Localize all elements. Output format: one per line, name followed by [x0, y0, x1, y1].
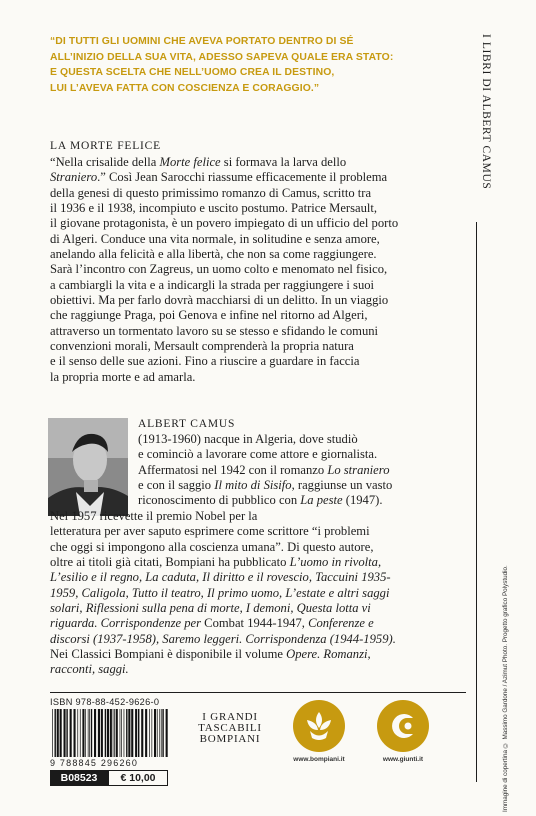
author-photo — [48, 418, 128, 516]
bio-line: letteratura per aver saputo esprimere come scrittore “i problemi — [50, 524, 370, 539]
synopsis-line: “Nella crisalide della Morte felice si formava la larva dello — [50, 155, 347, 169]
bio-line: che oggi si impongono alla coscienza umana”. Di questo autore, — [50, 539, 374, 554]
bio-line: riconoscimento di pubblico con La peste (1947). — [138, 493, 383, 508]
bio-line: solari, Riflessioni sulla pena di morte, I demoni, Questa lotta vi — [50, 601, 371, 616]
synopsis-line: il giovane protagonista, è un povero impiegato di un ufficio del porto — [50, 216, 399, 231]
barcode-bar — [113, 709, 114, 757]
barcode-block — [50, 697, 170, 768]
barcode — [50, 709, 170, 757]
barcode-bar — [157, 709, 158, 757]
giunti-url: www.giunti.it — [382, 756, 424, 763]
barcode-bar — [80, 709, 81, 757]
barcode-bar — [154, 709, 156, 757]
synopsis-line: obiettivi. Ma per farlo dovrà macchiarsi di un delitto. In un viaggio — [50, 293, 389, 308]
bio-line: discorsi (1937-1958), Saremo leggeri. Corrispondenza (1944-1959). — [50, 631, 396, 646]
series-side-title: I LIBRI DI ALBERT CAMUS — [480, 34, 492, 190]
barcode-bar — [70, 709, 72, 757]
barcode-bar — [161, 709, 162, 757]
giunti-logo — [371, 700, 435, 763]
synopsis-line: convenzioni morali, Mersault comprenderà la propria natura — [50, 339, 354, 354]
barcode-bar — [116, 709, 118, 757]
barcode-bar — [120, 709, 121, 757]
barcode-bar — [85, 709, 86, 757]
barcode-bar — [105, 709, 106, 757]
series-line: I GRANDI — [202, 711, 258, 723]
bio-line: riguarda. Corrispondenze per Combat 1944-1947, Conferenze e — [50, 616, 374, 631]
quote-line: LUI L’AVEVA FATTA CON COSCIENZA E CORAGGIO.” — [50, 82, 320, 94]
barcode-bar — [88, 709, 89, 757]
synopsis — [50, 155, 462, 385]
barcode-bar — [131, 709, 133, 757]
synopsis-line: Sarà l’incontro con Zagreus, un uomo colto e menomato nel fisico, — [50, 262, 388, 277]
series-line: TASCABILI — [198, 722, 262, 734]
quote-line: ALL’INIZIO DELLA SUA VITA, ADESSO SAPEVA QUALE ERA STATO: — [50, 51, 394, 63]
giunti-swirl-icon — [377, 700, 429, 752]
barcode-bar — [57, 709, 59, 757]
price-row — [50, 770, 168, 786]
synopsis-line: attraverso un tormentato lavoro su se stesso e sfidando le comuni — [50, 323, 379, 338]
cover-quote — [50, 34, 430, 96]
price: € 10,00 — [108, 770, 168, 786]
synopsis-line: e il senso delle sue azioni. Fino a riuscire a guardare in faccia — [50, 354, 360, 369]
side-divider — [476, 222, 477, 782]
author-bio-intro — [138, 432, 468, 509]
barcode-bar — [141, 709, 143, 757]
barcode-bar — [126, 709, 127, 757]
bio-line: oltre ai titoli già citati, Bompiani ha pubblicato L’uomo in rivolta, — [50, 555, 382, 570]
synopsis-line: Straniero.” Così Jean Sarocchi riassume efficacemente il problema — [50, 170, 388, 185]
bio-line: 1959, Caligola, Tutto il teatro, Il primo uomo, L’estate e altri saggi — [50, 585, 390, 600]
barcode-bar — [128, 709, 130, 757]
barcode-bar — [107, 709, 109, 757]
barcode-bar — [89, 709, 90, 757]
barcode-bar — [124, 709, 125, 757]
author-heading: ALBERT CAMUS — [138, 418, 236, 430]
barcode-bar — [110, 709, 112, 757]
footer-divider — [50, 692, 466, 693]
barcode-bar — [166, 709, 168, 757]
barcode-bar — [98, 709, 100, 757]
barcode-bar — [66, 709, 67, 757]
quote-line: E QUESTA SCELTA CHE NELL’UOMO CREA IL DESTINO, — [50, 67, 335, 79]
bompiani-logo — [287, 700, 351, 763]
bio-line: racconti, saggi. — [50, 662, 129, 677]
book-title-heading: LA MORTE FELICE — [50, 140, 161, 152]
synopsis-line: che raggiunge Praga, poi Genova e infine nel ritorno ad Algeri, — [50, 308, 368, 323]
barcode-bar — [91, 709, 92, 757]
barcode-bar — [138, 709, 139, 757]
series-line: BOMPIANI — [199, 733, 261, 745]
barcode-bar — [82, 709, 84, 757]
barcode-bar — [162, 709, 163, 757]
product-code: B08523 — [50, 770, 108, 786]
barcode-bar — [52, 709, 53, 757]
barcode-bar — [101, 709, 103, 757]
barcode-bar — [77, 709, 78, 757]
synopsis-line: anelando alla felicità e alla libertà, che non sa come raggiungere. — [50, 247, 377, 262]
barcode-bar — [60, 709, 62, 757]
barcode-bar — [114, 709, 115, 757]
bio-line: Nel 1957 ricevette il premio Nobel per la — [50, 509, 258, 523]
barcode-bar — [135, 709, 137, 757]
quote-line: “DI TUTTI GLI UOMINI CHE AVEVA PORTATO DENTRO DI SÉ — [50, 36, 354, 47]
bio-line: e con il saggio Il mito di Sisifo, raggiunse un vasto — [138, 478, 393, 493]
author-bio — [50, 509, 462, 678]
barcode-bar — [55, 709, 56, 757]
barcode-bar — [145, 709, 147, 757]
synopsis-line: di Algeri. Conduce una vita normale, in solitudine e senza amore, — [50, 231, 380, 246]
synopsis-line: la propria morte e ad amarla. — [50, 369, 196, 384]
synopsis-line: il 1936 e il 1938, incompiuto e uscito postumo. Patrice Mersault, — [50, 201, 378, 216]
barcode-bar — [64, 709, 66, 757]
bio-line: (1913-1960) nacque in Algeria, dove studiò — [138, 432, 358, 446]
barcode-number: 9 788845 296260 — [50, 758, 139, 768]
bio-line: Affermatosi nel 1942 con il romanzo Lo straniero — [138, 462, 390, 477]
cover-credits: Immagine di copertina © Massimo Gardone / Azimut Photo. Progetto grafico Polystudio. — [502, 565, 509, 812]
bio-line: Nei Classici Bompiani è disponibile il volume Opere. Romanzi, — [50, 647, 371, 662]
barcode-bar — [74, 709, 76, 757]
barcode-bar — [159, 709, 160, 757]
series-logo-text — [190, 712, 270, 745]
isbn-label: ISBN 978-88-452-9626-0 — [50, 697, 160, 707]
bio-line: L’esilio e il regno, La caduta, Il diritto e il rovescio, Taccuini 1935- — [50, 570, 391, 585]
barcode-bar — [149, 709, 150, 757]
bompiani-url: www.bompiani.it — [293, 756, 345, 763]
bompiani-flower-icon — [293, 700, 345, 752]
bio-line: e cominciò a lavorare come attore e giornalista. — [138, 447, 378, 462]
barcode-bar — [152, 709, 153, 757]
synopsis-line: della genesi di questo primissimo romanzo di Camus, scritto tra — [50, 185, 372, 200]
barcode-bar — [94, 709, 96, 757]
synopsis-line: a cambiargli la vita e a indicargli la strada per raggiungere i suoi — [50, 277, 375, 292]
barcode-bar — [121, 709, 122, 757]
